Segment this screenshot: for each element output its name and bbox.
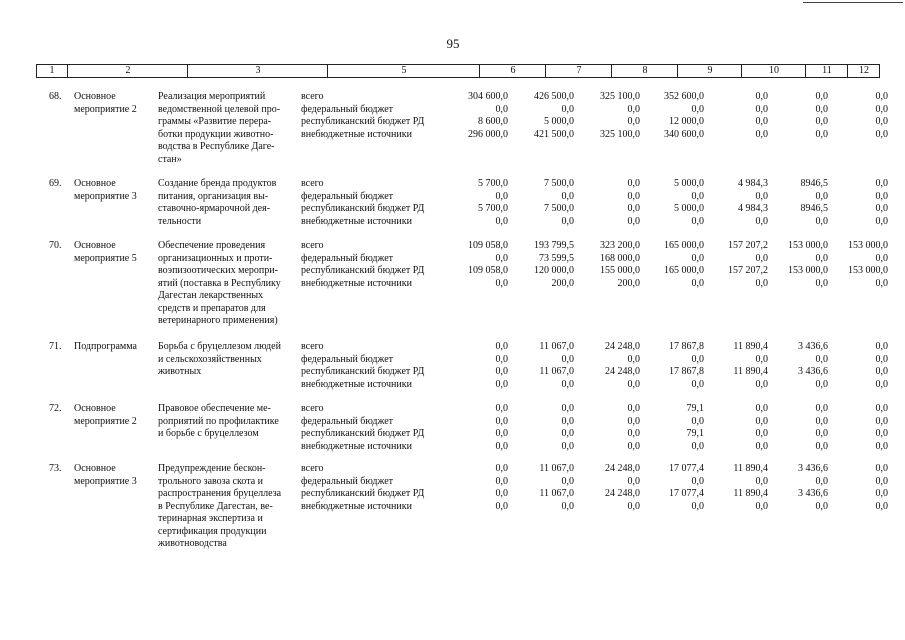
value-cell: 0,0 <box>755 440 768 452</box>
value-cell: 0,0 <box>627 500 640 512</box>
value-cell: 0,0 <box>495 428 508 439</box>
value-cell: 109 058,0 <box>468 265 508 276</box>
value-cell: 0,0 <box>495 366 508 377</box>
funding-source: федеральный бюджет <box>301 190 394 202</box>
header-col-1: 1 <box>49 65 55 76</box>
header-col-3: 3 <box>187 65 328 77</box>
value-cell: 200,0 <box>617 277 640 289</box>
row-description-line: ведомственной целевой про- <box>158 103 281 115</box>
value-cell: 0,0 <box>691 277 704 289</box>
value-cell: 0,0 <box>495 463 508 474</box>
funding-source: всего <box>301 240 324 251</box>
funding-source: федеральный бюджет <box>301 252 394 264</box>
value-cell: 8946,5 <box>800 178 828 189</box>
funding-source: внебюджетные источники <box>301 500 412 512</box>
value-cell: 0,0 <box>875 475 888 487</box>
value-cell: 0,0 <box>815 215 828 227</box>
row-type: Основное <box>74 463 116 474</box>
value-cell: 4 984,3 <box>738 178 768 189</box>
value-cell: 0,0 <box>691 378 704 390</box>
value-cell: 3 436,6 <box>798 488 828 499</box>
row-description-line: воэпизоотических меропри- <box>158 265 278 276</box>
row-description-line: теринарная экспертиза и <box>158 513 263 524</box>
value-cell: 12 000,0 <box>669 116 704 127</box>
value-cell: 0,0 <box>755 103 768 115</box>
row-number: 68. <box>49 91 62 102</box>
value-cell: 0,0 <box>755 353 768 365</box>
header-col-7: 7 <box>545 65 612 77</box>
value-cell: 0,0 <box>755 215 768 227</box>
value-cell: 200,0 <box>551 277 574 289</box>
value-cell: 157 207,2 <box>728 265 768 276</box>
value-cell: 0,0 <box>815 415 828 427</box>
value-cell: 0,0 <box>875 178 888 189</box>
value-cell: 17 077,4 <box>669 488 704 499</box>
value-cell: 0,0 <box>875 203 888 214</box>
row-description-line: ветеринарного применения) <box>158 315 278 326</box>
value-cell: 73 599,5 <box>539 252 574 264</box>
row-description-line: питания, организация вы- <box>158 190 269 202</box>
value-cell: 0,0 <box>875 215 888 227</box>
row-type: Основное <box>74 91 116 102</box>
funding-source: республиканский бюджет РД <box>301 265 425 276</box>
value-cell: 0,0 <box>691 252 704 264</box>
row-description-line: и борьбе с бруцеллезом <box>158 428 259 439</box>
row-description-line: сертификация продукции <box>158 525 267 537</box>
value-cell: 168 000,0 <box>600 252 640 264</box>
value-cell: 17 867,8 <box>669 366 704 377</box>
value-cell: 24 248,0 <box>605 488 640 499</box>
value-cell: 79,1 <box>686 403 704 414</box>
value-cell: 296 000,0 <box>468 128 508 140</box>
value-cell: 0,0 <box>875 252 888 264</box>
value-cell: 0,0 <box>755 190 768 202</box>
row-type: мероприятие 2 <box>74 415 137 427</box>
value-cell: 0,0 <box>495 403 508 414</box>
value-cell: 0,0 <box>755 415 768 427</box>
value-cell: 0,0 <box>815 428 828 439</box>
header-col-6: 6 <box>479 65 546 77</box>
row-type: Основное <box>74 403 116 414</box>
value-cell: 0,0 <box>495 277 508 289</box>
header-col-5: 5 <box>327 65 480 77</box>
value-cell: 0,0 <box>627 403 640 414</box>
value-cell: 0,0 <box>875 341 888 352</box>
row-description-line: Реализация мероприятий <box>158 91 266 102</box>
row-number: 70. <box>49 240 62 251</box>
value-cell: 7 500,0 <box>544 203 574 214</box>
value-cell: 8946,5 <box>800 203 828 214</box>
value-cell: 0,0 <box>627 378 640 390</box>
value-cell: 0,0 <box>691 353 704 365</box>
value-cell: 0,0 <box>815 116 828 127</box>
funding-source: федеральный бюджет <box>301 103 394 115</box>
value-cell: 0,0 <box>561 215 574 227</box>
row-number: 69. <box>49 178 62 189</box>
value-cell: 0,0 <box>755 277 768 289</box>
row-description-line: тельности <box>158 215 202 227</box>
value-cell: 11 890,4 <box>733 463 768 474</box>
value-cell: 0,0 <box>875 277 888 289</box>
header-col-11: 11 <box>805 65 848 77</box>
row-description-line: Правовое обеспечение ме- <box>158 403 271 414</box>
value-cell: 0,0 <box>495 341 508 352</box>
value-cell: 0,0 <box>875 463 888 474</box>
value-cell: 11 067,0 <box>539 366 574 377</box>
funding-source: внебюджетные источники <box>301 440 412 452</box>
value-cell: 0,0 <box>627 103 640 115</box>
value-cell: 0,0 <box>561 378 574 390</box>
value-cell: 0,0 <box>627 353 640 365</box>
row-description-line: ставочно-ярмарочной дея- <box>158 203 271 214</box>
header-col-12: 12 <box>847 65 880 77</box>
value-cell: 11 890,4 <box>733 366 768 377</box>
funding-source: республиканский бюджет РД <box>301 116 425 127</box>
funding-source: всего <box>301 341 324 352</box>
value-cell: 0,0 <box>815 128 828 140</box>
row-description-line: стан» <box>158 153 182 165</box>
value-cell: 4 984,3 <box>738 203 768 214</box>
funding-source: федеральный бюджет <box>301 353 394 365</box>
value-cell: 0,0 <box>561 500 574 512</box>
funding-source: всего <box>301 403 324 414</box>
value-cell: 0,0 <box>815 103 828 115</box>
row-number: 72. <box>49 403 62 414</box>
value-cell: 11 890,4 <box>733 488 768 499</box>
value-cell: 0,0 <box>755 475 768 487</box>
funding-source: внебюджетные источники <box>301 378 412 390</box>
value-cell: 0,0 <box>815 353 828 365</box>
value-cell: 0,0 <box>815 475 828 487</box>
funding-source: всего <box>301 463 324 474</box>
value-cell: 0,0 <box>875 190 888 202</box>
row-description-line: роприятий по профилактике <box>158 415 279 427</box>
value-cell: 0,0 <box>755 428 768 439</box>
value-cell: 0,0 <box>627 190 640 202</box>
row-description-line: Борьба с бруцеллезом людей <box>158 341 281 352</box>
row-description-line: Создание бренда продуктов <box>158 178 277 189</box>
row-description-line: ботки продукции животно- <box>158 128 274 140</box>
value-cell: 0,0 <box>755 378 768 390</box>
value-cell: 0,0 <box>561 428 574 439</box>
value-cell: 17 867,8 <box>669 341 704 352</box>
row-description-line: граммы «Развитие перера- <box>158 116 272 127</box>
row-type: Подпрограмма <box>74 341 137 352</box>
value-cell: 0,0 <box>875 128 888 140</box>
row-description-line: Обеспечение проведения <box>158 240 266 251</box>
value-cell: 0,0 <box>561 103 574 115</box>
page-number: 95 <box>446 36 460 51</box>
value-cell: 5 000,0 <box>674 178 704 189</box>
value-cell: 0,0 <box>495 215 508 227</box>
value-cell: 153 000,0 <box>848 265 888 276</box>
value-cell: 0,0 <box>815 403 828 414</box>
value-cell: 155 000,0 <box>600 265 640 276</box>
value-cell: 0,0 <box>561 415 574 427</box>
value-cell: 5 000,0 <box>544 116 574 127</box>
value-cell: 0,0 <box>561 475 574 487</box>
header-col-8: 8 <box>611 65 678 77</box>
row-number: 71. <box>49 341 62 352</box>
value-cell: 79,1 <box>686 428 704 439</box>
row-description-line: в Республике Дагестан, ве- <box>158 500 273 512</box>
value-cell: 0,0 <box>495 488 508 499</box>
value-cell: 24 248,0 <box>605 463 640 474</box>
value-cell: 0,0 <box>875 353 888 365</box>
value-cell: 5 000,0 <box>674 203 704 214</box>
funding-source: всего <box>301 91 324 102</box>
value-cell: 325 100,0 <box>600 91 640 102</box>
value-cell: 157 207,2 <box>728 240 768 251</box>
value-cell: 0,0 <box>561 403 574 414</box>
value-cell: 0,0 <box>495 252 508 264</box>
value-cell: 0,0 <box>495 440 508 452</box>
value-cell: 0,0 <box>815 91 828 102</box>
row-description-line: животных <box>158 366 202 377</box>
header-col-2: 2 <box>67 65 188 77</box>
value-cell: 0,0 <box>627 116 640 127</box>
funding-source: всего <box>301 178 324 189</box>
value-cell: 3 436,6 <box>798 463 828 474</box>
value-cell: 0,0 <box>755 116 768 127</box>
row-description-line: ятий (поставка в Республику <box>158 277 281 289</box>
value-cell: 0,0 <box>815 190 828 202</box>
value-cell: 0,0 <box>561 440 574 452</box>
value-cell: 0,0 <box>875 116 888 127</box>
value-cell: 0,0 <box>495 190 508 202</box>
value-cell: 421 500,0 <box>534 128 574 140</box>
row-description-line: организационных и проти- <box>158 252 273 264</box>
value-cell: 24 248,0 <box>605 366 640 377</box>
value-cell: 0,0 <box>875 440 888 452</box>
value-cell: 153 000,0 <box>788 265 828 276</box>
value-cell: 0,0 <box>627 428 640 439</box>
value-cell: 5 700,0 <box>478 178 508 189</box>
value-cell: 0,0 <box>691 415 704 427</box>
value-cell: 120 000,0 <box>534 265 574 276</box>
value-cell: 0,0 <box>875 500 888 512</box>
value-cell: 11 067,0 <box>539 341 574 352</box>
value-cell: 0,0 <box>875 378 888 390</box>
row-description-line: Дагестан лекарственных <box>158 290 264 301</box>
value-cell: 5 700,0 <box>478 203 508 214</box>
funding-source: федеральный бюджет <box>301 475 394 487</box>
value-cell: 11 067,0 <box>539 488 574 499</box>
row-description-line: водства в Республике Даге- <box>158 141 275 152</box>
funding-source: федеральный бюджет <box>301 415 394 427</box>
value-cell: 0,0 <box>815 440 828 452</box>
value-cell: 109 058,0 <box>468 240 508 251</box>
value-cell: 0,0 <box>875 403 888 414</box>
value-cell: 0,0 <box>755 128 768 140</box>
value-cell: 0,0 <box>627 440 640 452</box>
funding-source: республиканский бюджет РД <box>301 428 425 439</box>
value-cell: 0,0 <box>875 366 888 377</box>
value-cell: 0,0 <box>627 215 640 227</box>
value-cell: 24 248,0 <box>605 341 640 352</box>
value-cell: 0,0 <box>755 403 768 414</box>
row-description-line: и сельскохозяйственных <box>158 353 262 365</box>
value-cell: 0,0 <box>627 415 640 427</box>
value-cell: 0,0 <box>495 415 508 427</box>
row-type: мероприятие 5 <box>74 252 137 264</box>
value-cell: 0,0 <box>875 103 888 115</box>
value-cell: 0,0 <box>755 252 768 264</box>
value-cell: 0,0 <box>815 252 828 264</box>
value-cell: 304 600,0 <box>468 91 508 102</box>
value-cell: 0,0 <box>755 91 768 102</box>
value-cell: 153 000,0 <box>848 240 888 251</box>
row-description-line: животноводства <box>158 538 227 549</box>
value-cell: 165 000,0 <box>664 265 704 276</box>
value-cell: 0,0 <box>627 203 640 214</box>
row-number: 73. <box>49 463 62 474</box>
header-col-10: 10 <box>741 65 806 77</box>
table-header <box>36 64 880 78</box>
value-cell: 0,0 <box>495 378 508 390</box>
value-cell: 0,0 <box>495 353 508 365</box>
row-description-line: трольного завоза скота и <box>158 475 263 487</box>
value-cell: 3 436,6 <box>798 341 828 352</box>
funding-source: внебюджетные источники <box>301 128 412 140</box>
funding-source: республиканский бюджет РД <box>301 366 425 377</box>
value-cell: 0,0 <box>691 475 704 487</box>
header-col-9: 9 <box>677 65 742 77</box>
value-cell: 325 100,0 <box>600 128 640 140</box>
value-cell: 0,0 <box>691 103 704 115</box>
value-cell: 0,0 <box>561 353 574 365</box>
value-cell: 11 067,0 <box>539 463 574 474</box>
value-cell: 352 600,0 <box>664 91 704 102</box>
value-cell: 165 000,0 <box>664 240 704 251</box>
value-cell: 17 077,4 <box>669 463 704 474</box>
funding-source: внебюджетные источники <box>301 215 412 227</box>
value-cell: 8 600,0 <box>478 116 508 127</box>
row-type: Основное <box>74 240 116 251</box>
value-cell: 0,0 <box>815 378 828 390</box>
value-cell: 0,0 <box>755 500 768 512</box>
value-cell: 0,0 <box>875 91 888 102</box>
value-cell: 153 000,0 <box>788 240 828 251</box>
value-cell: 0,0 <box>815 500 828 512</box>
row-description-line: распространения бруцеллеза <box>158 488 282 499</box>
value-cell: 0,0 <box>495 475 508 487</box>
value-cell: 3 436,6 <box>798 366 828 377</box>
value-cell: 0,0 <box>691 500 704 512</box>
value-cell: 426 500,0 <box>534 91 574 102</box>
value-cell: 193 799,5 <box>534 240 574 251</box>
value-cell: 0,0 <box>815 277 828 289</box>
value-cell: 0,0 <box>627 475 640 487</box>
row-type: мероприятие 3 <box>74 475 137 487</box>
value-cell: 11 890,4 <box>733 341 768 352</box>
value-cell: 0,0 <box>875 415 888 427</box>
value-cell: 0,0 <box>561 190 574 202</box>
funding-source: внебюджетные источники <box>301 277 412 289</box>
value-cell: 323 200,0 <box>600 240 640 251</box>
value-cell: 7 500,0 <box>544 178 574 189</box>
funding-source: республиканский бюджет РД <box>301 203 425 214</box>
value-cell: 0,0 <box>495 103 508 115</box>
value-cell: 0,0 <box>627 178 640 189</box>
row-type: мероприятие 3 <box>74 190 137 202</box>
funding-source: республиканский бюджет РД <box>301 488 425 499</box>
value-cell: 0,0 <box>875 428 888 439</box>
value-cell: 0,0 <box>875 488 888 499</box>
value-cell: 0,0 <box>691 440 704 452</box>
row-description-line: Предупреждение бескон- <box>158 463 266 474</box>
row-type: мероприятие 2 <box>74 103 137 115</box>
row-description-line: средств и препаратов для <box>158 302 266 314</box>
value-cell: 0,0 <box>691 215 704 227</box>
value-cell: 340 600,0 <box>664 128 704 140</box>
value-cell: 0,0 <box>495 500 508 512</box>
row-type: Основное <box>74 178 116 189</box>
top-rule <box>803 2 903 3</box>
value-cell: 0,0 <box>691 190 704 202</box>
